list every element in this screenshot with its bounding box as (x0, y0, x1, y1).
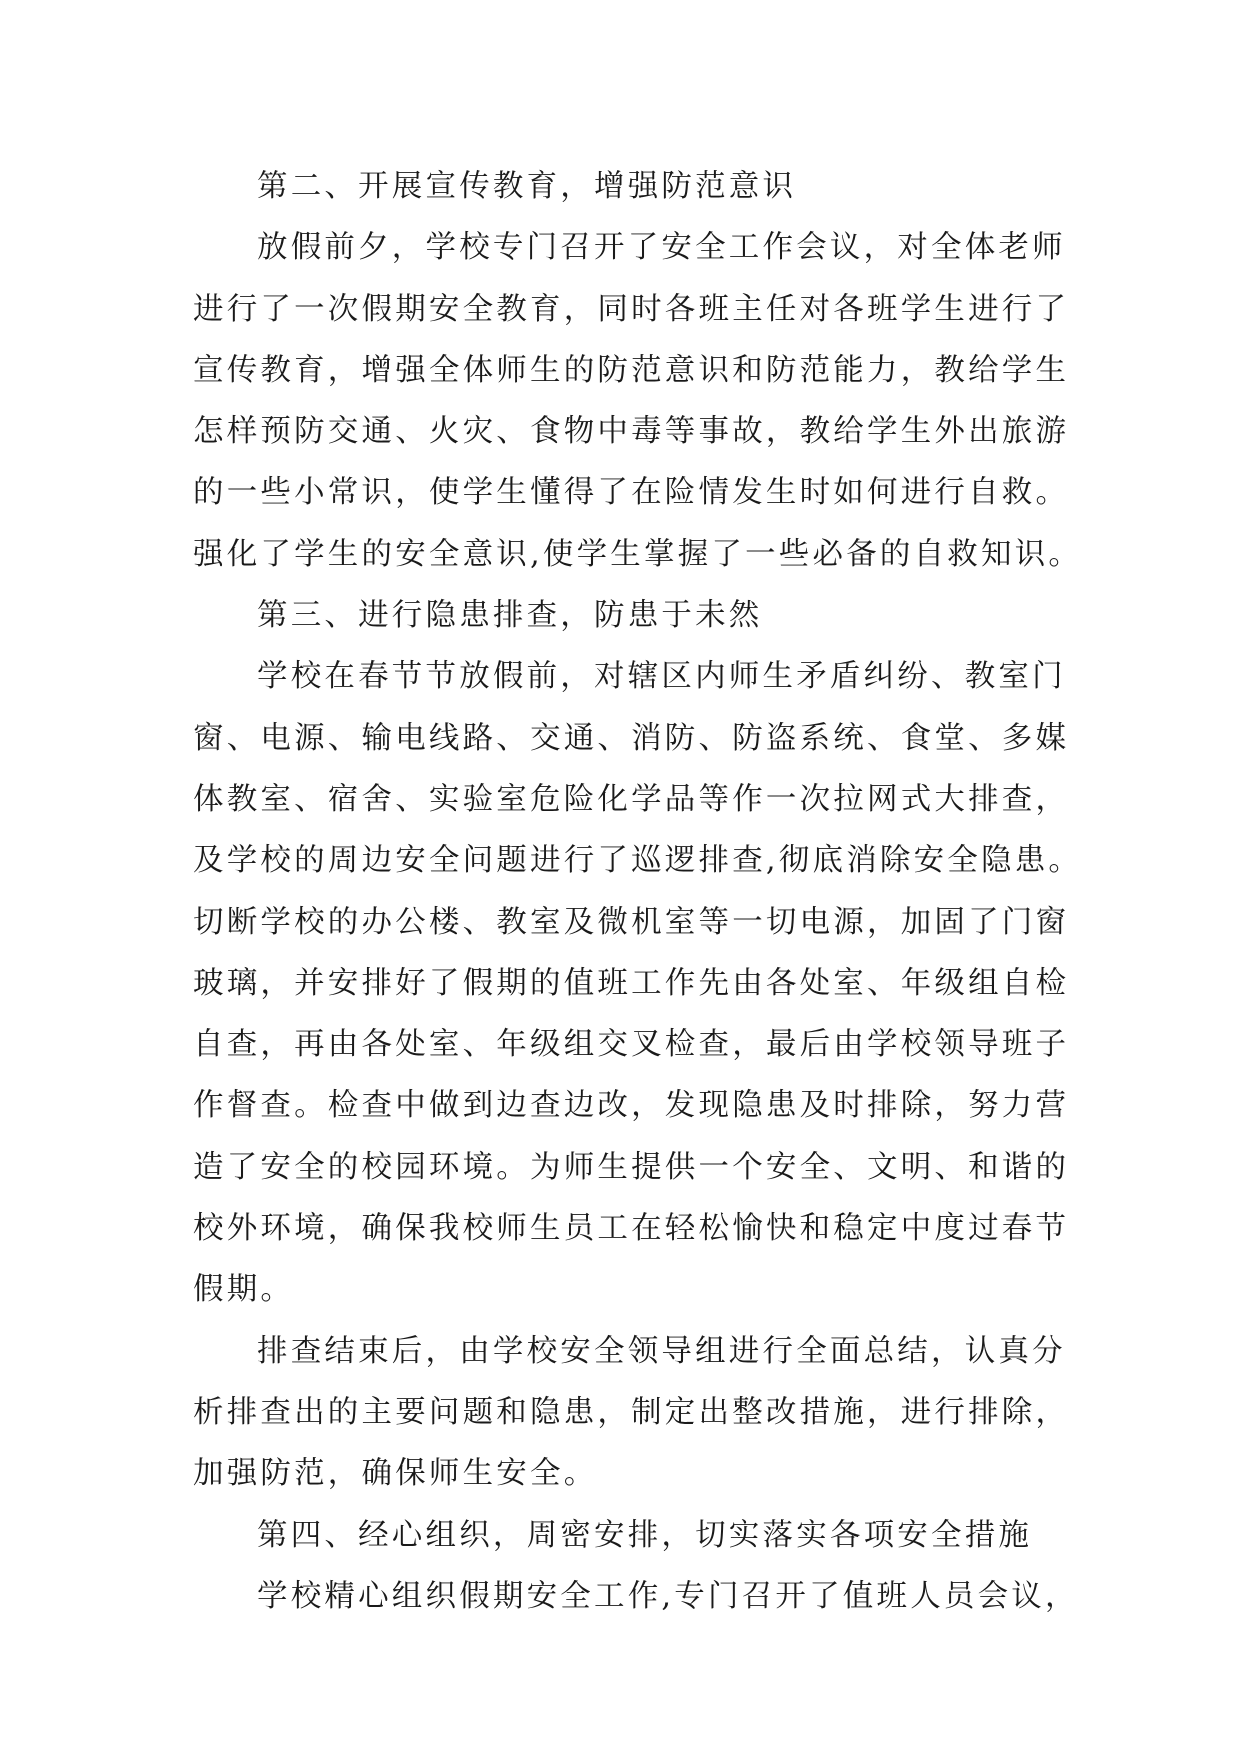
section-heading-3: 第三、进行隐患排查，防患于未然 (257, 598, 763, 634)
document-body (193, 156, 1083, 1627)
paragraph-line: 校外环境，确保我校师生员工在轻松愉快和稳定中度过春节 (193, 1211, 1070, 1247)
paragraph-line: 的一些小常识，使学生懂得了在险情发生时如何进行自救。 (193, 475, 1070, 511)
section-heading-2: 第二、开展宣传教育，增强防范意识 (257, 169, 797, 204)
paragraph-line: 进行了一次假期安全教育，同时各班主任对各班学生进行了 (193, 291, 1070, 327)
section-heading-4: 第四、经心组织，周密安排，切实落实各项安全措施 (257, 1517, 1033, 1553)
paragraph-line: 学校在春节节放假前，对辖区内师生矛盾纠纷、教室门 (257, 659, 1066, 695)
paragraph-line: 作督查。检查中做到边查边改，发现隐患及时排除，努力营 (193, 1088, 1070, 1124)
paragraph-line: 窗、电源、输电线路、交通、消防、防盗系统、食堂、多媒 (193, 720, 1070, 756)
paragraph-line: 切断学校的办公楼、教室及微机室等一切电源，加固了门窗 (193, 904, 1070, 940)
paragraph-line: 怎样预防交通、火灾、食物中毒等事故，教给学生外出旅游 (193, 414, 1070, 450)
paragraph-line: 造了安全的校园环境。为师生提供一个安全、文明、和谐的 (193, 1149, 1070, 1185)
paragraph-line: 自查，再由各处室、年级组交叉检查，最后由学校领导班子 (193, 1027, 1070, 1063)
paragraph-line: 加强防范，确保师生安全。 (193, 1456, 598, 1492)
paragraph-line: 排查结束后，由学校安全领导组进行全面总结，认真分 (257, 1333, 1066, 1369)
paragraph-line: 宣传教育，增强全体师生的防范意识和防范能力，教给学生 (193, 352, 1070, 388)
paragraph-line: 玻璃，并安排好了假期的值班工作先由各处室、年级组自检 (193, 965, 1070, 1001)
paragraph-line: 及学校的周边安全问题进行了巡逻排查,彻底消除安全隐患。 (193, 843, 1083, 879)
paragraph-line: 学校精心组织假期安全工作,专门召开了值班人员会议， (257, 1578, 1079, 1614)
paragraph-line: 假期。 (193, 1272, 295, 1308)
paragraph-line: 强化了学生的安全意识,使学生掌握了一些必备的自救知识。 (193, 536, 1083, 572)
paragraph-line: 析排查出的主要问题和隐患，制定出整改措施，进行排除， (193, 1394, 1070, 1430)
paragraph-line: 体教室、宿舍、实验室危险化学品等作一次拉网式大排查， (193, 781, 1070, 817)
paragraph-line: 放假前夕，学校专门召开了安全工作会议，对全体老师 (257, 230, 1066, 266)
